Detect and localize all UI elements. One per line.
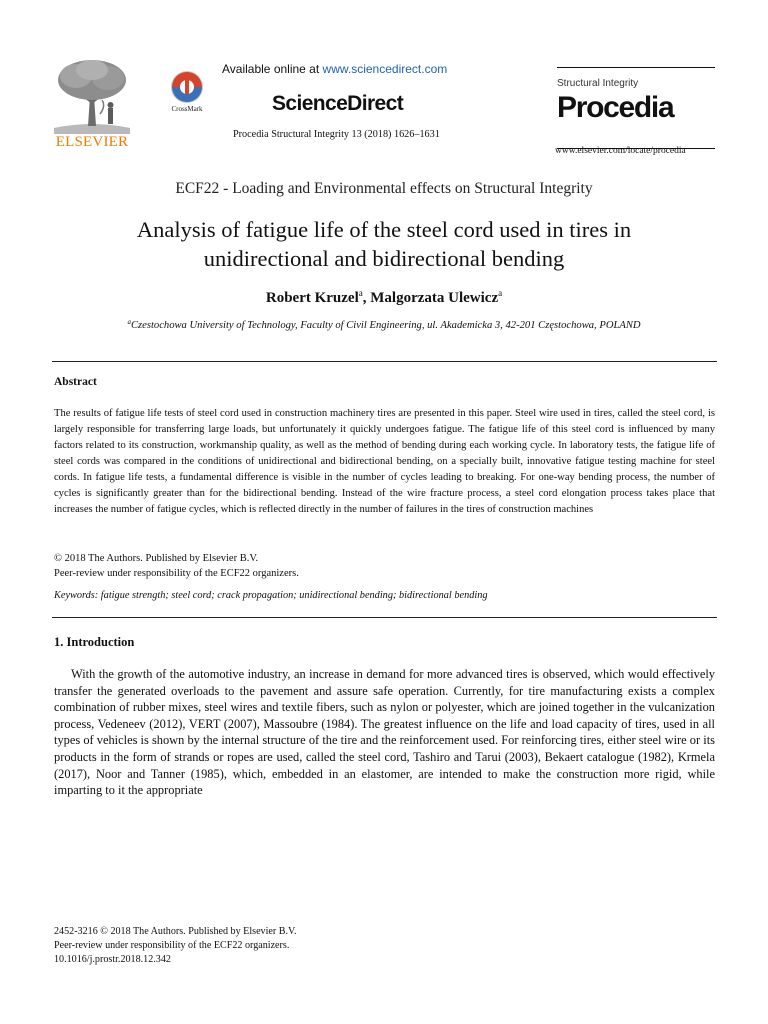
sciencedirect-link[interactable]: www.sciencedirect.com (322, 62, 448, 76)
affiliation-mark: a (127, 318, 131, 326)
available-prefix: Available online at (222, 62, 323, 76)
journal-url[interactable]: www.elsevier.com/locate/procedia (555, 146, 686, 156)
author-separator: , (362, 290, 371, 306)
conference-name: ECF22 - Loading and Environmental effects on Structural Integrity (175, 180, 593, 197)
affiliation-text: Czestochowa University of Technology, Faculty of Civil Engineering, ul. Akademicka 3, 42-201 Częstochowa, POLAND (130, 320, 641, 331)
publisher-logo-text: ELSEVIER (55, 134, 129, 150)
sciencedirect-wordmark[interactable]: ScienceDirect (272, 92, 404, 115)
paper-title-line-1: Analysis of fatigue life of the steel cord used in tires in (136, 217, 632, 242)
footer-doi[interactable]: 10.1016/j.prostr.2018.12.342 (54, 953, 171, 965)
journal-series-name: Structural Integrity (557, 78, 639, 89)
introduction-paragraph: With the growth of the automotive industry, an increase in demand for more advanced tires is observed, which would effectively transfer the generated overloads to the pavement and assure safe operation. Currently, for tire manufacturing exists a complex combination of rubber mixes, steel wires and textile fibers, such as nylon or polyester, which are joined together in the vulcanization process, Vedeneev (2012), VERT (2007), Massoubre (1984). The greatest influence on the life and load capacity of tires, used in all types of vehicles is shown by the internal structure of the tire and the reinforcement used. For reinforcing tires, either steel wire or its products in the form of strands or ropes are used, called the steel cord, Tashiro and Tarui (2003), Bekaert catalogue (1982), Krmela (2017), Noor and Tanner (1985), which, embedded in an elastomer, are intended to make the construction more rigid, while imparting to it the appropriate (54, 667, 715, 798)
abstract-text: The results of fatigue life tests of steel cord used in construction machinery tires are presented in this paper. Steel wire used in tires, called the steel cord, is largely responsible for transferring large loads, but unfortunately it quickly undergoes fatigue. The fatigue life of this steel cord is influenced by many factors related to its construction, workmanship quality, as well as the method of bending during each working cycle. In laboratory tests, the fatigue life of steel cords was compared in the conditions of unidirectional and bidirectional bending, on a specially built, innovative fatigue testing machine for steel cords. In fatigue life tests, a fundamental difference is visible in the number of cycles leading to breaking. For one-way bending process, the number of cycles is significantly greater than for the bidirectional bending. Instead of the wire fracture process, a steel cord elongation process takes place that increases the number of fatigue cycles, which is reflected directly in the number of failures in the tires of construction machines (54, 408, 715, 515)
footer-issn-line: 2452-3216 © 2018 The Authors. Published by Elsevier B.V. (54, 926, 297, 937)
author-name[interactable]: Robert Kruzel (265, 290, 359, 306)
journal-masthead[interactable] (557, 67, 715, 149)
peer-review-line: Peer-review under responsibility of the ECF22 organizers. (54, 568, 299, 579)
footer-peer-review-line: Peer-review under responsibility of the ECF22 organizers. (54, 939, 290, 951)
paper-title (60, 215, 708, 273)
elsevier-tree-icon (50, 56, 134, 134)
affiliation (0, 320, 768, 331)
author-list (0, 290, 768, 307)
paper-title-line-2: unidirectional and bidirectional bending (203, 246, 565, 271)
copyright-line: © 2018 The Authors. Published by Elsevier B.V. (54, 553, 259, 564)
journal-name: Procedia (557, 91, 674, 124)
page-footer (54, 925, 297, 966)
crossmark-icon (170, 70, 204, 104)
section-divider (52, 361, 717, 362)
author-affiliation-mark: a (358, 288, 363, 298)
author-affiliation-mark: a (498, 288, 503, 298)
abstract-copyright (54, 551, 715, 581)
elsevier-logo[interactable] (50, 56, 134, 150)
crossmark-label: CrossMark (171, 105, 203, 113)
journal-citation: Procedia Structural Integrity 13 (2018) 1626–1631 (233, 129, 440, 140)
section-divider (52, 617, 717, 618)
available-online-line (222, 62, 447, 76)
author-name[interactable]: Malgorzata Ulewicz (370, 290, 499, 306)
crossmark-badge[interactable] (164, 70, 210, 124)
keywords: Keywords: fatigue strength; steel cord; crack propagation; unidirectional bending; bidirectional bending (54, 590, 488, 601)
abstract-heading: Abstract (54, 376, 97, 388)
section-heading-introduction: 1. Introduction (54, 635, 135, 649)
